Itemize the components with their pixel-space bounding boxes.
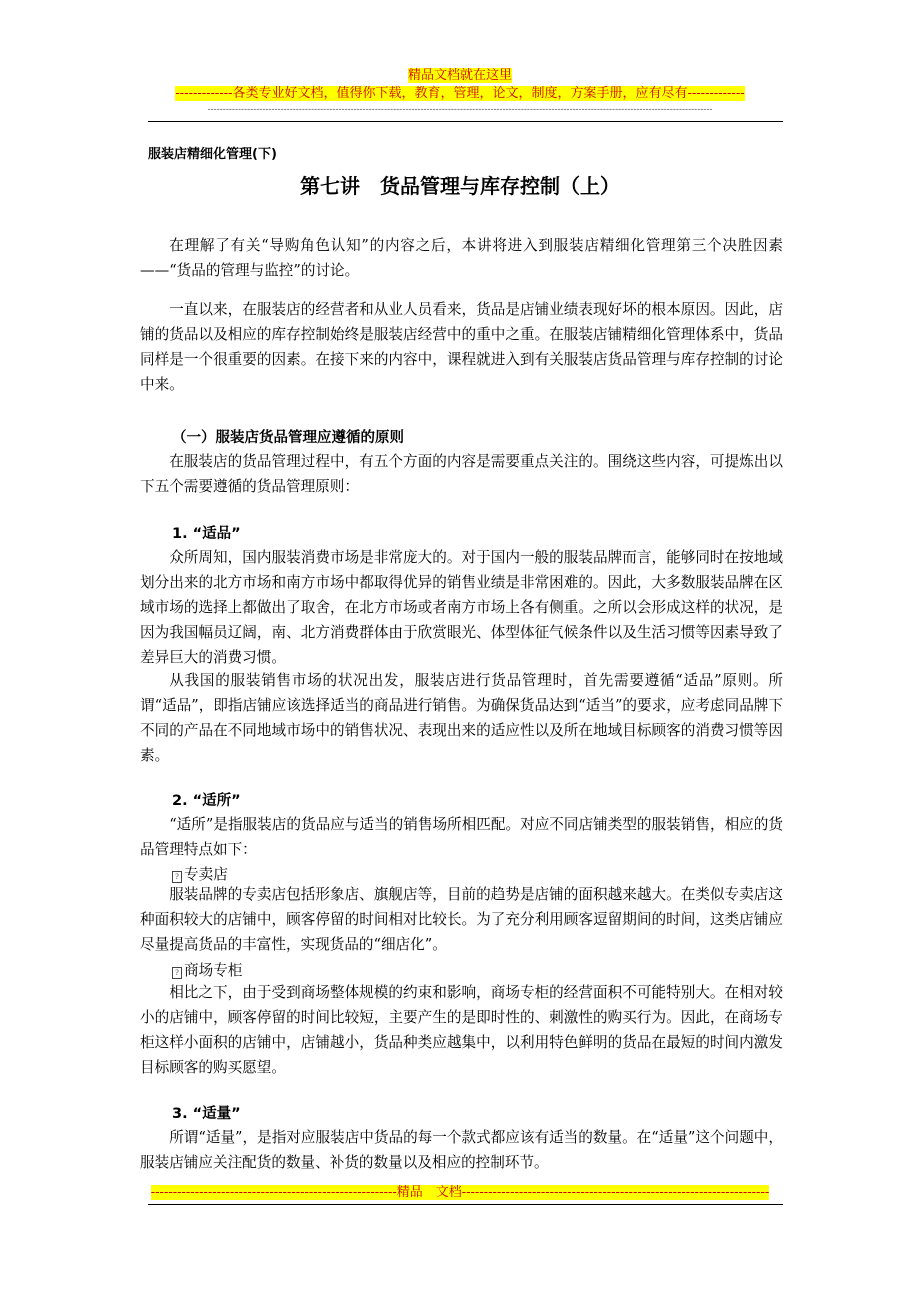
intro-paragraph-2: 一直以来，在服装店的经营者和从业人员看来，货品是店铺业绩表现好坏的根本原因。因此，店铺的货品以及相应的库存控制始终是服装店经营中的重中之重。在服装店铺精细化管理体系中，货品同样是一个很重要的因素。在接下来的内容中，课程就进入到有关服装店货品管理与库存控制的讨论中来。: [140, 301, 783, 393]
lecture-title: 第七讲 货品管理与库存控制（上）: [300, 174, 620, 198]
bullet-item-specialty-store: ? 专卖店: [172, 863, 228, 884]
header-dashed-line: ----------------------------------------------------------------------------------------------------------------------------------------------------------------------: [207, 105, 713, 115]
intro-paragraph-1: 在理解了有关“导购角色认知”的内容之后，本讲将进入到服装店精细化管理第三个决胜因素——“货品的管理与监控”的讨论。: [140, 237, 783, 279]
footer-banner: --------------------------------------------------------精品 文档----------------------------------------------------------------------: [150, 1185, 770, 1200]
principle-3-paragraph-1: 所谓“适量”，是指对应服装店中货品的每一个款式都应该有适当的数量。在“适量”这个问题中，服装店铺应关注配货的数量、补货的数量以及相应的控制环节。: [140, 1129, 783, 1171]
principle-1-paragraph-1: 众所周知，国内服装消费市场是非常庞大的。对于国内一般的服装品牌而言，能够同时在按地域划分出来的北方市场和南方市场中都取得优异的销售业绩是非常困难的。因此，大多数服装品牌在区域市场的选择上都做出了取舍，在北方市场或者南方市场上各有侧重。之所以会形成这样的状况，是因为我国幅员辽阔，南、北方消费群体由于欣赏眼光、体型体征气候条件以及生活习惯等因素导致了差异巨大的消费习惯。: [140, 549, 783, 666]
footer-rule: [148, 1204, 783, 1205]
section-heading-principles: （一）服装店货品管理应遵循的原则: [172, 430, 404, 446]
principle-2-paragraph-3: 相比之下，由于受到商场整体规模的约束和影响，商场专柜的经营面积不可能特别大。在相对较小的店铺中，顾客停留的时间比较短，主要产生的是即时性的、刺激性的购买行为。因此，在商场专柜这样小面积的店铺中，店铺越小，货品种类应越集中，以利用特色鲜明的货品在最短的时间内激发目标顾客的购买愿望。: [140, 984, 783, 1076]
principle-2-paragraph-2: 服装品牌的专卖店包括形象店、旗舰店等，目前的趋势是店铺的面积越来越大。在类似专卖店这种面积较大的店铺中，顾客停留的时间相对比较长。为了充分利用顾客逗留期间的时间，这类店铺应尽量提高货品的丰富性，实现货品的“细店化”。: [140, 886, 783, 953]
principle-3-heading: 3. “适量”: [172, 1106, 241, 1122]
bullet-item-mall-counter: ? 商场专柜: [172, 959, 242, 980]
header-rule: [148, 121, 783, 122]
missing-glyph-icon: ?: [172, 967, 182, 979]
principle-1-heading: 1. “适品”: [172, 526, 241, 542]
header-banner-tagline: -------------各类专业好文档，值得你下载，教育，管理，论文，制度，方案手册，应有尽有-------------: [175, 86, 745, 101]
section-paragraph: 在服装店的货品管理过程中，有五个方面的内容是需要重点关注的。围绕这些内容，可提炼出以下五个需要遵循的货品管理原则：: [140, 453, 783, 495]
missing-glyph-icon: ?: [172, 871, 182, 883]
principle-2-paragraph-1: “适所”是指服装店的货品应与适当的销售场所相匹配。对应不同店铺类型的服装销售，相应的货品管理特点如下：: [140, 816, 783, 858]
course-title: 服装店精细化管理(下): [148, 147, 277, 162]
header-banner-title: 精品文档就在这里: [407, 68, 512, 83]
principle-2-heading: 2. “适所”: [172, 793, 241, 809]
principle-1-paragraph-2: 从我国的服装销售市场的状况出发，服装店进行货品管理时，首先需要遵循“适品”原则。所谓“适品”，即指店铺应该选择适当的商品进行销售。为确保货品达到“适当”的要求，应考虑同品牌下不同的产品在不同地域市场中的销售状况、表现出来的适应性以及所在地域目标顾客的消费习惯等因素。: [140, 672, 783, 764]
